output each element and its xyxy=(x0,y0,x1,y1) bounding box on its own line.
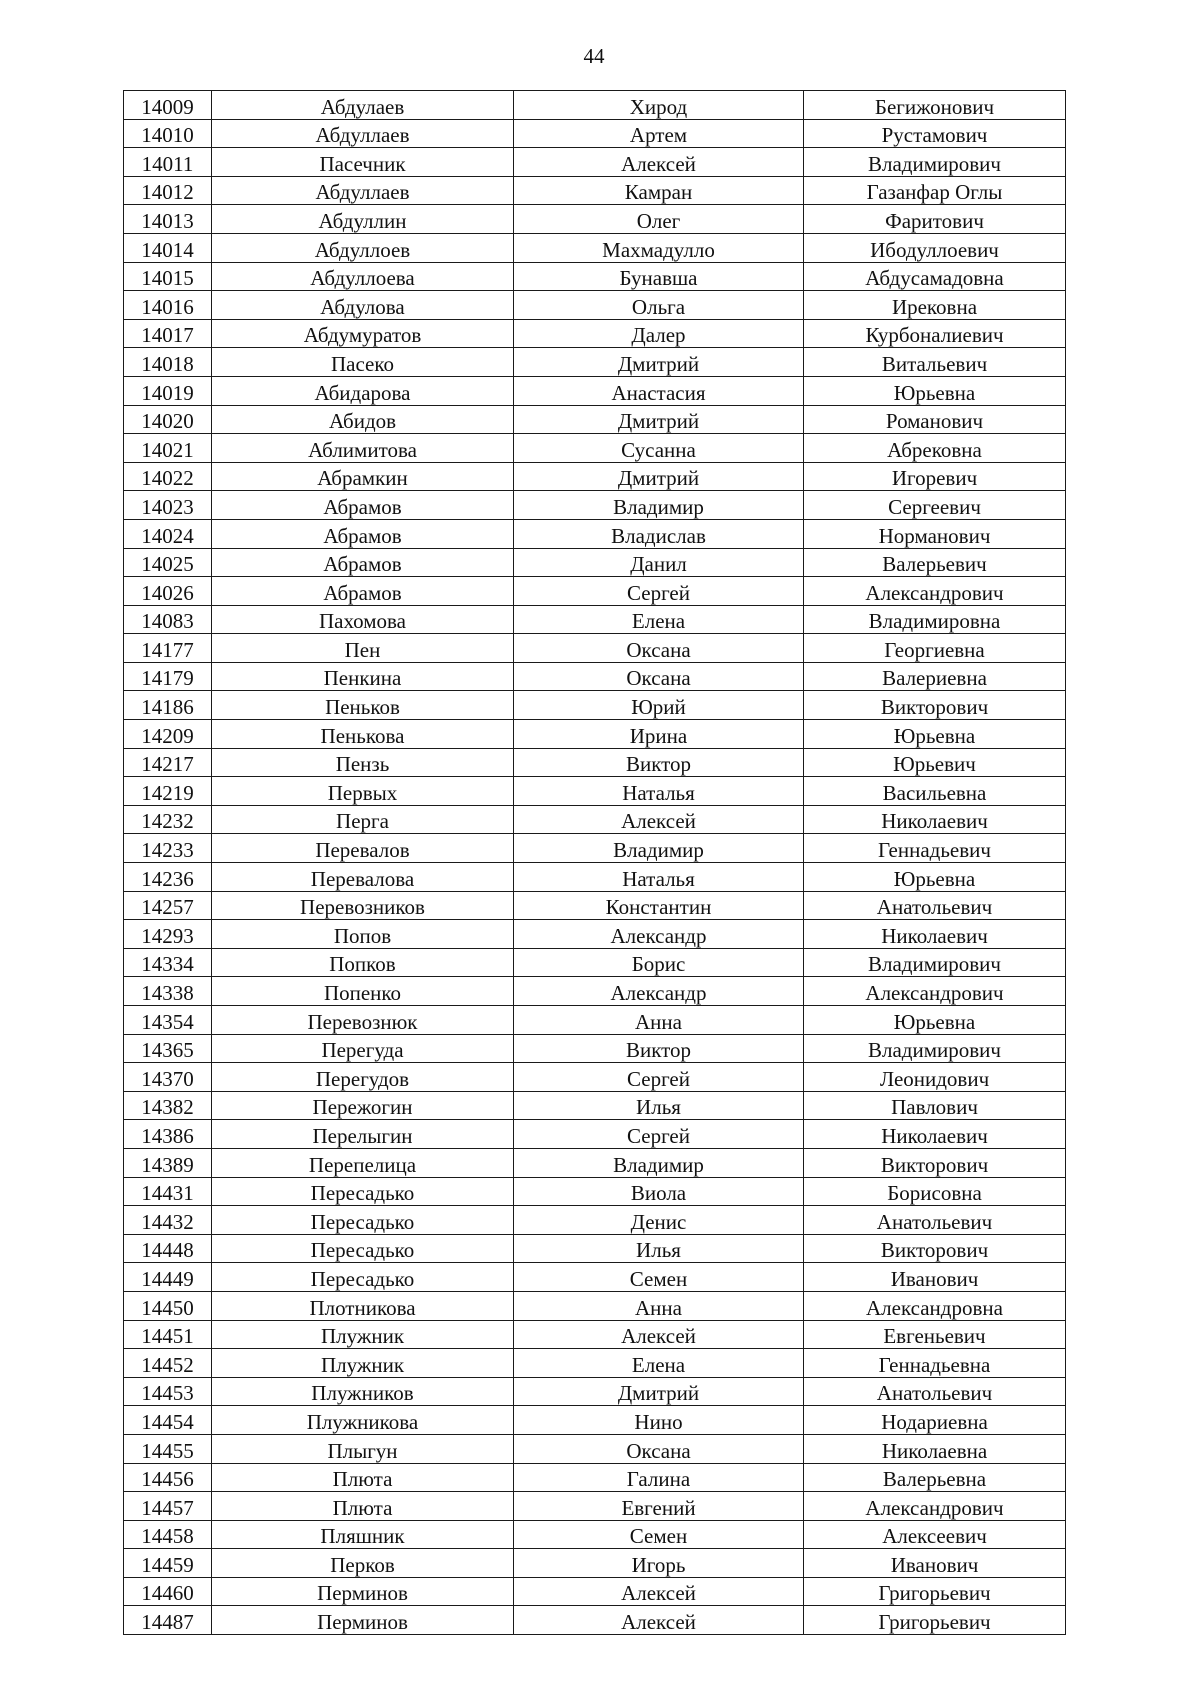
record-number-cell: 14236 xyxy=(124,863,212,892)
record-number-cell: 14365 xyxy=(124,1034,212,1063)
table-row xyxy=(124,1520,1066,1549)
table-row xyxy=(124,1206,1066,1235)
patronymic-cell: Анатольевич xyxy=(804,891,1066,920)
first-name-cell: Юрий xyxy=(514,691,804,720)
table-row xyxy=(124,1006,1066,1035)
first-name-cell: Ольга xyxy=(514,291,804,320)
first-name-cell: Елена xyxy=(514,605,804,634)
table-row xyxy=(124,748,1066,777)
last-name-cell: Попенко xyxy=(212,977,514,1006)
roster-table xyxy=(123,90,1066,1635)
first-name-cell: Дмитрий xyxy=(514,1377,804,1406)
last-name-cell: Перминов xyxy=(212,1606,514,1635)
patronymic-cell: Владимирович xyxy=(804,148,1066,177)
patronymic-cell: Николаевич xyxy=(804,1120,1066,1149)
last-name-cell: Перепелица xyxy=(212,1148,514,1177)
patronymic-cell: Юрьевна xyxy=(804,720,1066,749)
last-name-cell: Плужник xyxy=(212,1349,514,1378)
last-name-cell: Перевалова xyxy=(212,863,514,892)
patronymic-cell: Романович xyxy=(804,405,1066,434)
last-name-cell: Перегудов xyxy=(212,1063,514,1092)
last-name-cell: Плюта xyxy=(212,1463,514,1492)
table-row xyxy=(124,1377,1066,1406)
last-name-cell: Пасечник xyxy=(212,148,514,177)
table-row xyxy=(124,405,1066,434)
first-name-cell: Дмитрий xyxy=(514,405,804,434)
patronymic-cell: Александрович xyxy=(804,1492,1066,1521)
first-name-cell: Владислав xyxy=(514,519,804,548)
table-row xyxy=(124,348,1066,377)
table-row xyxy=(124,376,1066,405)
last-name-cell: Абидарова xyxy=(212,376,514,405)
first-name-cell: Елена xyxy=(514,1349,804,1378)
patronymic-cell: Бегижонович xyxy=(804,91,1066,120)
record-number-cell: 14370 xyxy=(124,1063,212,1092)
last-name-cell: Плотникова xyxy=(212,1291,514,1320)
record-number-cell: 14455 xyxy=(124,1434,212,1463)
patronymic-cell: Васильевна xyxy=(804,777,1066,806)
table-row xyxy=(124,891,1066,920)
record-number-cell: 14015 xyxy=(124,262,212,291)
table-row xyxy=(124,1234,1066,1263)
patronymic-cell: Владимировна xyxy=(804,605,1066,634)
table-row xyxy=(124,434,1066,463)
first-name-cell: Алексей xyxy=(514,805,804,834)
last-name-cell: Плужник xyxy=(212,1320,514,1349)
record-number-cell: 14293 xyxy=(124,920,212,949)
record-number-cell: 14431 xyxy=(124,1177,212,1206)
record-number-cell: 14010 xyxy=(124,119,212,148)
table-row xyxy=(124,1148,1066,1177)
record-number-cell: 14025 xyxy=(124,548,212,577)
patronymic-cell: Викторович xyxy=(804,1234,1066,1263)
first-name-cell: Виола xyxy=(514,1177,804,1206)
last-name-cell: Абрамов xyxy=(212,519,514,548)
table-row xyxy=(124,519,1066,548)
table-row xyxy=(124,1320,1066,1349)
last-name-cell: Пересадько xyxy=(212,1177,514,1206)
patronymic-cell: Рустамович xyxy=(804,119,1066,148)
first-name-cell: Далер xyxy=(514,319,804,348)
patronymic-cell: Николаевна xyxy=(804,1434,1066,1463)
table-row xyxy=(124,920,1066,949)
record-number-cell: 14257 xyxy=(124,891,212,920)
last-name-cell: Аблимитова xyxy=(212,434,514,463)
record-number-cell: 14013 xyxy=(124,205,212,234)
last-name-cell: Перегуда xyxy=(212,1034,514,1063)
patronymic-cell: Евгеньевич xyxy=(804,1320,1066,1349)
record-number-cell: 14382 xyxy=(124,1091,212,1120)
last-name-cell: Абдуллоева xyxy=(212,262,514,291)
patronymic-cell: Алексеевич xyxy=(804,1520,1066,1549)
last-name-cell: Перминов xyxy=(212,1577,514,1606)
table-row xyxy=(124,805,1066,834)
record-number-cell: 14022 xyxy=(124,462,212,491)
last-name-cell: Абдулаев xyxy=(212,91,514,120)
first-name-cell: Виктор xyxy=(514,748,804,777)
table-row xyxy=(124,462,1066,491)
record-number-cell: 14459 xyxy=(124,1549,212,1578)
record-number-cell: 14179 xyxy=(124,662,212,691)
last-name-cell: Плыгун xyxy=(212,1434,514,1463)
last-name-cell: Абдумуратов xyxy=(212,319,514,348)
record-number-cell: 14452 xyxy=(124,1349,212,1378)
record-number-cell: 14450 xyxy=(124,1291,212,1320)
table-row xyxy=(124,1120,1066,1149)
record-number-cell: 14453 xyxy=(124,1377,212,1406)
first-name-cell: Илья xyxy=(514,1091,804,1120)
first-name-cell: Алексей xyxy=(514,148,804,177)
last-name-cell: Пенкина xyxy=(212,662,514,691)
patronymic-cell: Владимирович xyxy=(804,948,1066,977)
record-number-cell: 14209 xyxy=(124,720,212,749)
first-name-cell: Евгений xyxy=(514,1492,804,1521)
table-row xyxy=(124,291,1066,320)
first-name-cell: Хирод xyxy=(514,91,804,120)
record-number-cell: 14354 xyxy=(124,1006,212,1035)
record-number-cell: 14233 xyxy=(124,834,212,863)
table-row xyxy=(124,119,1066,148)
record-number-cell: 14449 xyxy=(124,1263,212,1292)
record-number-cell: 14014 xyxy=(124,233,212,262)
patronymic-cell: Юрьевич xyxy=(804,748,1066,777)
last-name-cell: Перевалов xyxy=(212,834,514,863)
first-name-cell: Галина xyxy=(514,1463,804,1492)
record-number-cell: 14011 xyxy=(124,148,212,177)
patronymic-cell: Павлович xyxy=(804,1091,1066,1120)
patronymic-cell: Иванович xyxy=(804,1549,1066,1578)
table-row xyxy=(124,319,1066,348)
table-row xyxy=(124,491,1066,520)
record-number-cell: 14177 xyxy=(124,634,212,663)
first-name-cell: Александр xyxy=(514,920,804,949)
patronymic-cell: Анатольевич xyxy=(804,1206,1066,1235)
patronymic-cell: Фаритович xyxy=(804,205,1066,234)
patronymic-cell: Валерьевич xyxy=(804,548,1066,577)
record-number-cell: 14017 xyxy=(124,319,212,348)
last-name-cell: Абрамов xyxy=(212,491,514,520)
record-number-cell: 14386 xyxy=(124,1120,212,1149)
first-name-cell: Дмитрий xyxy=(514,462,804,491)
table-row xyxy=(124,205,1066,234)
table-row xyxy=(124,1406,1066,1435)
patronymic-cell: Валериевна xyxy=(804,662,1066,691)
first-name-cell: Махмадулло xyxy=(514,233,804,262)
patronymic-cell: Геннадьевич xyxy=(804,834,1066,863)
patronymic-cell: Витальевич xyxy=(804,348,1066,377)
table-row xyxy=(124,1606,1066,1635)
record-number-cell: 14016 xyxy=(124,291,212,320)
first-name-cell: Денис xyxy=(514,1206,804,1235)
record-number-cell: 14217 xyxy=(124,748,212,777)
patronymic-cell: Норманович xyxy=(804,519,1066,548)
last-name-cell: Перков xyxy=(212,1549,514,1578)
last-name-cell: Пересадько xyxy=(212,1263,514,1292)
first-name-cell: Илья xyxy=(514,1234,804,1263)
patronymic-cell: Ирековна xyxy=(804,291,1066,320)
last-name-cell: Плюта xyxy=(212,1492,514,1521)
first-name-cell: Владимир xyxy=(514,1148,804,1177)
patronymic-cell: Абдусамадовна xyxy=(804,262,1066,291)
patronymic-cell: Викторович xyxy=(804,1148,1066,1177)
record-number-cell: 14232 xyxy=(124,805,212,834)
table-row xyxy=(124,1291,1066,1320)
first-name-cell: Олег xyxy=(514,205,804,234)
first-name-cell: Семен xyxy=(514,1520,804,1549)
patronymic-cell: Абрековна xyxy=(804,434,1066,463)
first-name-cell: Сергей xyxy=(514,577,804,606)
table-row xyxy=(124,720,1066,749)
patronymic-cell: Александровна xyxy=(804,1291,1066,1320)
patronymic-cell: Николаевич xyxy=(804,920,1066,949)
patronymic-cell: Иванович xyxy=(804,1263,1066,1292)
last-name-cell: Абдуллин xyxy=(212,205,514,234)
last-name-cell: Абрамов xyxy=(212,577,514,606)
patronymic-cell: Юрьевна xyxy=(804,863,1066,892)
table-row xyxy=(124,691,1066,720)
last-name-cell: Абдулова xyxy=(212,291,514,320)
record-number-cell: 14458 xyxy=(124,1520,212,1549)
patronymic-cell: Нодариевна xyxy=(804,1406,1066,1435)
first-name-cell: Наталья xyxy=(514,863,804,892)
table-row xyxy=(124,863,1066,892)
first-name-cell: Оксана xyxy=(514,1434,804,1463)
patronymic-cell: Борисовна xyxy=(804,1177,1066,1206)
last-name-cell: Абрамов xyxy=(212,548,514,577)
first-name-cell: Владимир xyxy=(514,834,804,863)
table-row xyxy=(124,176,1066,205)
patronymic-cell: Газанфар Оглы xyxy=(804,176,1066,205)
record-number-cell: 14020 xyxy=(124,405,212,434)
patronymic-cell: Григорьевич xyxy=(804,1577,1066,1606)
last-name-cell: Абидов xyxy=(212,405,514,434)
last-name-cell: Пен xyxy=(212,634,514,663)
last-name-cell: Пережогин xyxy=(212,1091,514,1120)
patronymic-cell: Сергеевич xyxy=(804,491,1066,520)
table-row xyxy=(124,1434,1066,1463)
patronymic-cell: Григорьевич xyxy=(804,1606,1066,1635)
record-number-cell: 14460 xyxy=(124,1577,212,1606)
table-row xyxy=(124,577,1066,606)
record-number-cell: 14457 xyxy=(124,1492,212,1521)
record-number-cell: 14456 xyxy=(124,1463,212,1492)
table-row xyxy=(124,662,1066,691)
last-name-cell: Первых xyxy=(212,777,514,806)
record-number-cell: 14024 xyxy=(124,519,212,548)
table-row xyxy=(124,548,1066,577)
record-number-cell: 14023 xyxy=(124,491,212,520)
last-name-cell: Плужников xyxy=(212,1377,514,1406)
table-row xyxy=(124,1463,1066,1492)
first-name-cell: Борис xyxy=(514,948,804,977)
patronymic-cell: Анатольевич xyxy=(804,1377,1066,1406)
first-name-cell: Артем xyxy=(514,119,804,148)
record-number-cell: 14186 xyxy=(124,691,212,720)
table-row xyxy=(124,1549,1066,1578)
last-name-cell: Абдуллаев xyxy=(212,176,514,205)
patronymic-cell: Игоревич xyxy=(804,462,1066,491)
patronymic-cell: Юрьевна xyxy=(804,1006,1066,1035)
first-name-cell: Бунавша xyxy=(514,262,804,291)
first-name-cell: Владимир xyxy=(514,491,804,520)
last-name-cell: Перевозников xyxy=(212,891,514,920)
record-number-cell: 14012 xyxy=(124,176,212,205)
last-name-cell: Пересадько xyxy=(212,1206,514,1235)
patronymic-cell: Валерьевна xyxy=(804,1463,1066,1492)
last-name-cell: Попков xyxy=(212,948,514,977)
last-name-cell: Абрамкин xyxy=(212,462,514,491)
record-number-cell: 14448 xyxy=(124,1234,212,1263)
record-number-cell: 14018 xyxy=(124,348,212,377)
last-name-cell: Перелыгин xyxy=(212,1120,514,1149)
record-number-cell: 14451 xyxy=(124,1320,212,1349)
patronymic-cell: Владимирович xyxy=(804,1034,1066,1063)
table-row xyxy=(124,1091,1066,1120)
table-row xyxy=(124,977,1066,1006)
record-number-cell: 14219 xyxy=(124,777,212,806)
first-name-cell: Константин xyxy=(514,891,804,920)
first-name-cell: Алексей xyxy=(514,1320,804,1349)
last-name-cell: Пахомова xyxy=(212,605,514,634)
table-row xyxy=(124,233,1066,262)
record-number-cell: 14338 xyxy=(124,977,212,1006)
patronymic-cell: Курбоналиевич xyxy=(804,319,1066,348)
last-name-cell: Перевознюк xyxy=(212,1006,514,1035)
patronymic-cell: Леонидович xyxy=(804,1063,1066,1092)
roster-table-body xyxy=(124,91,1066,1635)
record-number-cell: 14389 xyxy=(124,1148,212,1177)
record-number-cell: 14019 xyxy=(124,376,212,405)
first-name-cell: Данил xyxy=(514,548,804,577)
first-name-cell: Ирина xyxy=(514,720,804,749)
last-name-cell: Перга xyxy=(212,805,514,834)
last-name-cell: Пересадько xyxy=(212,1234,514,1263)
patronymic-cell: Геннадьевна xyxy=(804,1349,1066,1378)
table-row xyxy=(124,1349,1066,1378)
table-row xyxy=(124,262,1066,291)
table-row xyxy=(124,1577,1066,1606)
table-row xyxy=(124,148,1066,177)
last-name-cell: Пенькова xyxy=(212,720,514,749)
first-name-cell: Анна xyxy=(514,1291,804,1320)
page-number: 44 xyxy=(583,44,605,68)
first-name-cell: Сергей xyxy=(514,1120,804,1149)
first-name-cell: Нино xyxy=(514,1406,804,1435)
table-row xyxy=(124,634,1066,663)
record-number-cell: 14021 xyxy=(124,434,212,463)
last-name-cell: Абдуллоев xyxy=(212,233,514,262)
table-row xyxy=(124,1177,1066,1206)
first-name-cell: Анна xyxy=(514,1006,804,1035)
first-name-cell: Анастасия xyxy=(514,376,804,405)
patronymic-cell: Александрович xyxy=(804,577,1066,606)
first-name-cell: Сусанна xyxy=(514,434,804,463)
table-row xyxy=(124,777,1066,806)
table-row xyxy=(124,1263,1066,1292)
last-name-cell: Попов xyxy=(212,920,514,949)
first-name-cell: Дмитрий xyxy=(514,348,804,377)
first-name-cell: Александр xyxy=(514,977,804,1006)
first-name-cell: Виктор xyxy=(514,1034,804,1063)
first-name-cell: Камран xyxy=(514,176,804,205)
first-name-cell: Игорь xyxy=(514,1549,804,1578)
last-name-cell: Пасеко xyxy=(212,348,514,377)
first-name-cell: Оксана xyxy=(514,662,804,691)
record-number-cell: 14432 xyxy=(124,1206,212,1235)
first-name-cell: Сергей xyxy=(514,1063,804,1092)
patronymic-cell: Викторович xyxy=(804,691,1066,720)
record-number-cell: 14083 xyxy=(124,605,212,634)
first-name-cell: Алексей xyxy=(514,1577,804,1606)
table-row xyxy=(124,91,1066,120)
record-number-cell: 14026 xyxy=(124,577,212,606)
first-name-cell: Семен xyxy=(514,1263,804,1292)
record-number-cell: 14334 xyxy=(124,948,212,977)
first-name-cell: Оксана xyxy=(514,634,804,663)
table-row xyxy=(124,1063,1066,1092)
table-row xyxy=(124,948,1066,977)
first-name-cell: Алексей xyxy=(514,1606,804,1635)
table-row xyxy=(124,834,1066,863)
patronymic-cell: Ибодуллоевич xyxy=(804,233,1066,262)
record-number-cell: 14009 xyxy=(124,91,212,120)
patronymic-cell: Александрович xyxy=(804,977,1066,1006)
record-number-cell: 14454 xyxy=(124,1406,212,1435)
table-row xyxy=(124,1492,1066,1521)
table-row xyxy=(124,605,1066,634)
last-name-cell: Пляшник xyxy=(212,1520,514,1549)
last-name-cell: Пеньков xyxy=(212,691,514,720)
patronymic-cell: Георгиевна xyxy=(804,634,1066,663)
record-number-cell: 14487 xyxy=(124,1606,212,1635)
last-name-cell: Пензь xyxy=(212,748,514,777)
patronymic-cell: Николаевич xyxy=(804,805,1066,834)
last-name-cell: Плужникова xyxy=(212,1406,514,1435)
table-row xyxy=(124,1034,1066,1063)
last-name-cell: Абдуллаев xyxy=(212,119,514,148)
first-name-cell: Наталья xyxy=(514,777,804,806)
patronymic-cell: Юрьевна xyxy=(804,376,1066,405)
